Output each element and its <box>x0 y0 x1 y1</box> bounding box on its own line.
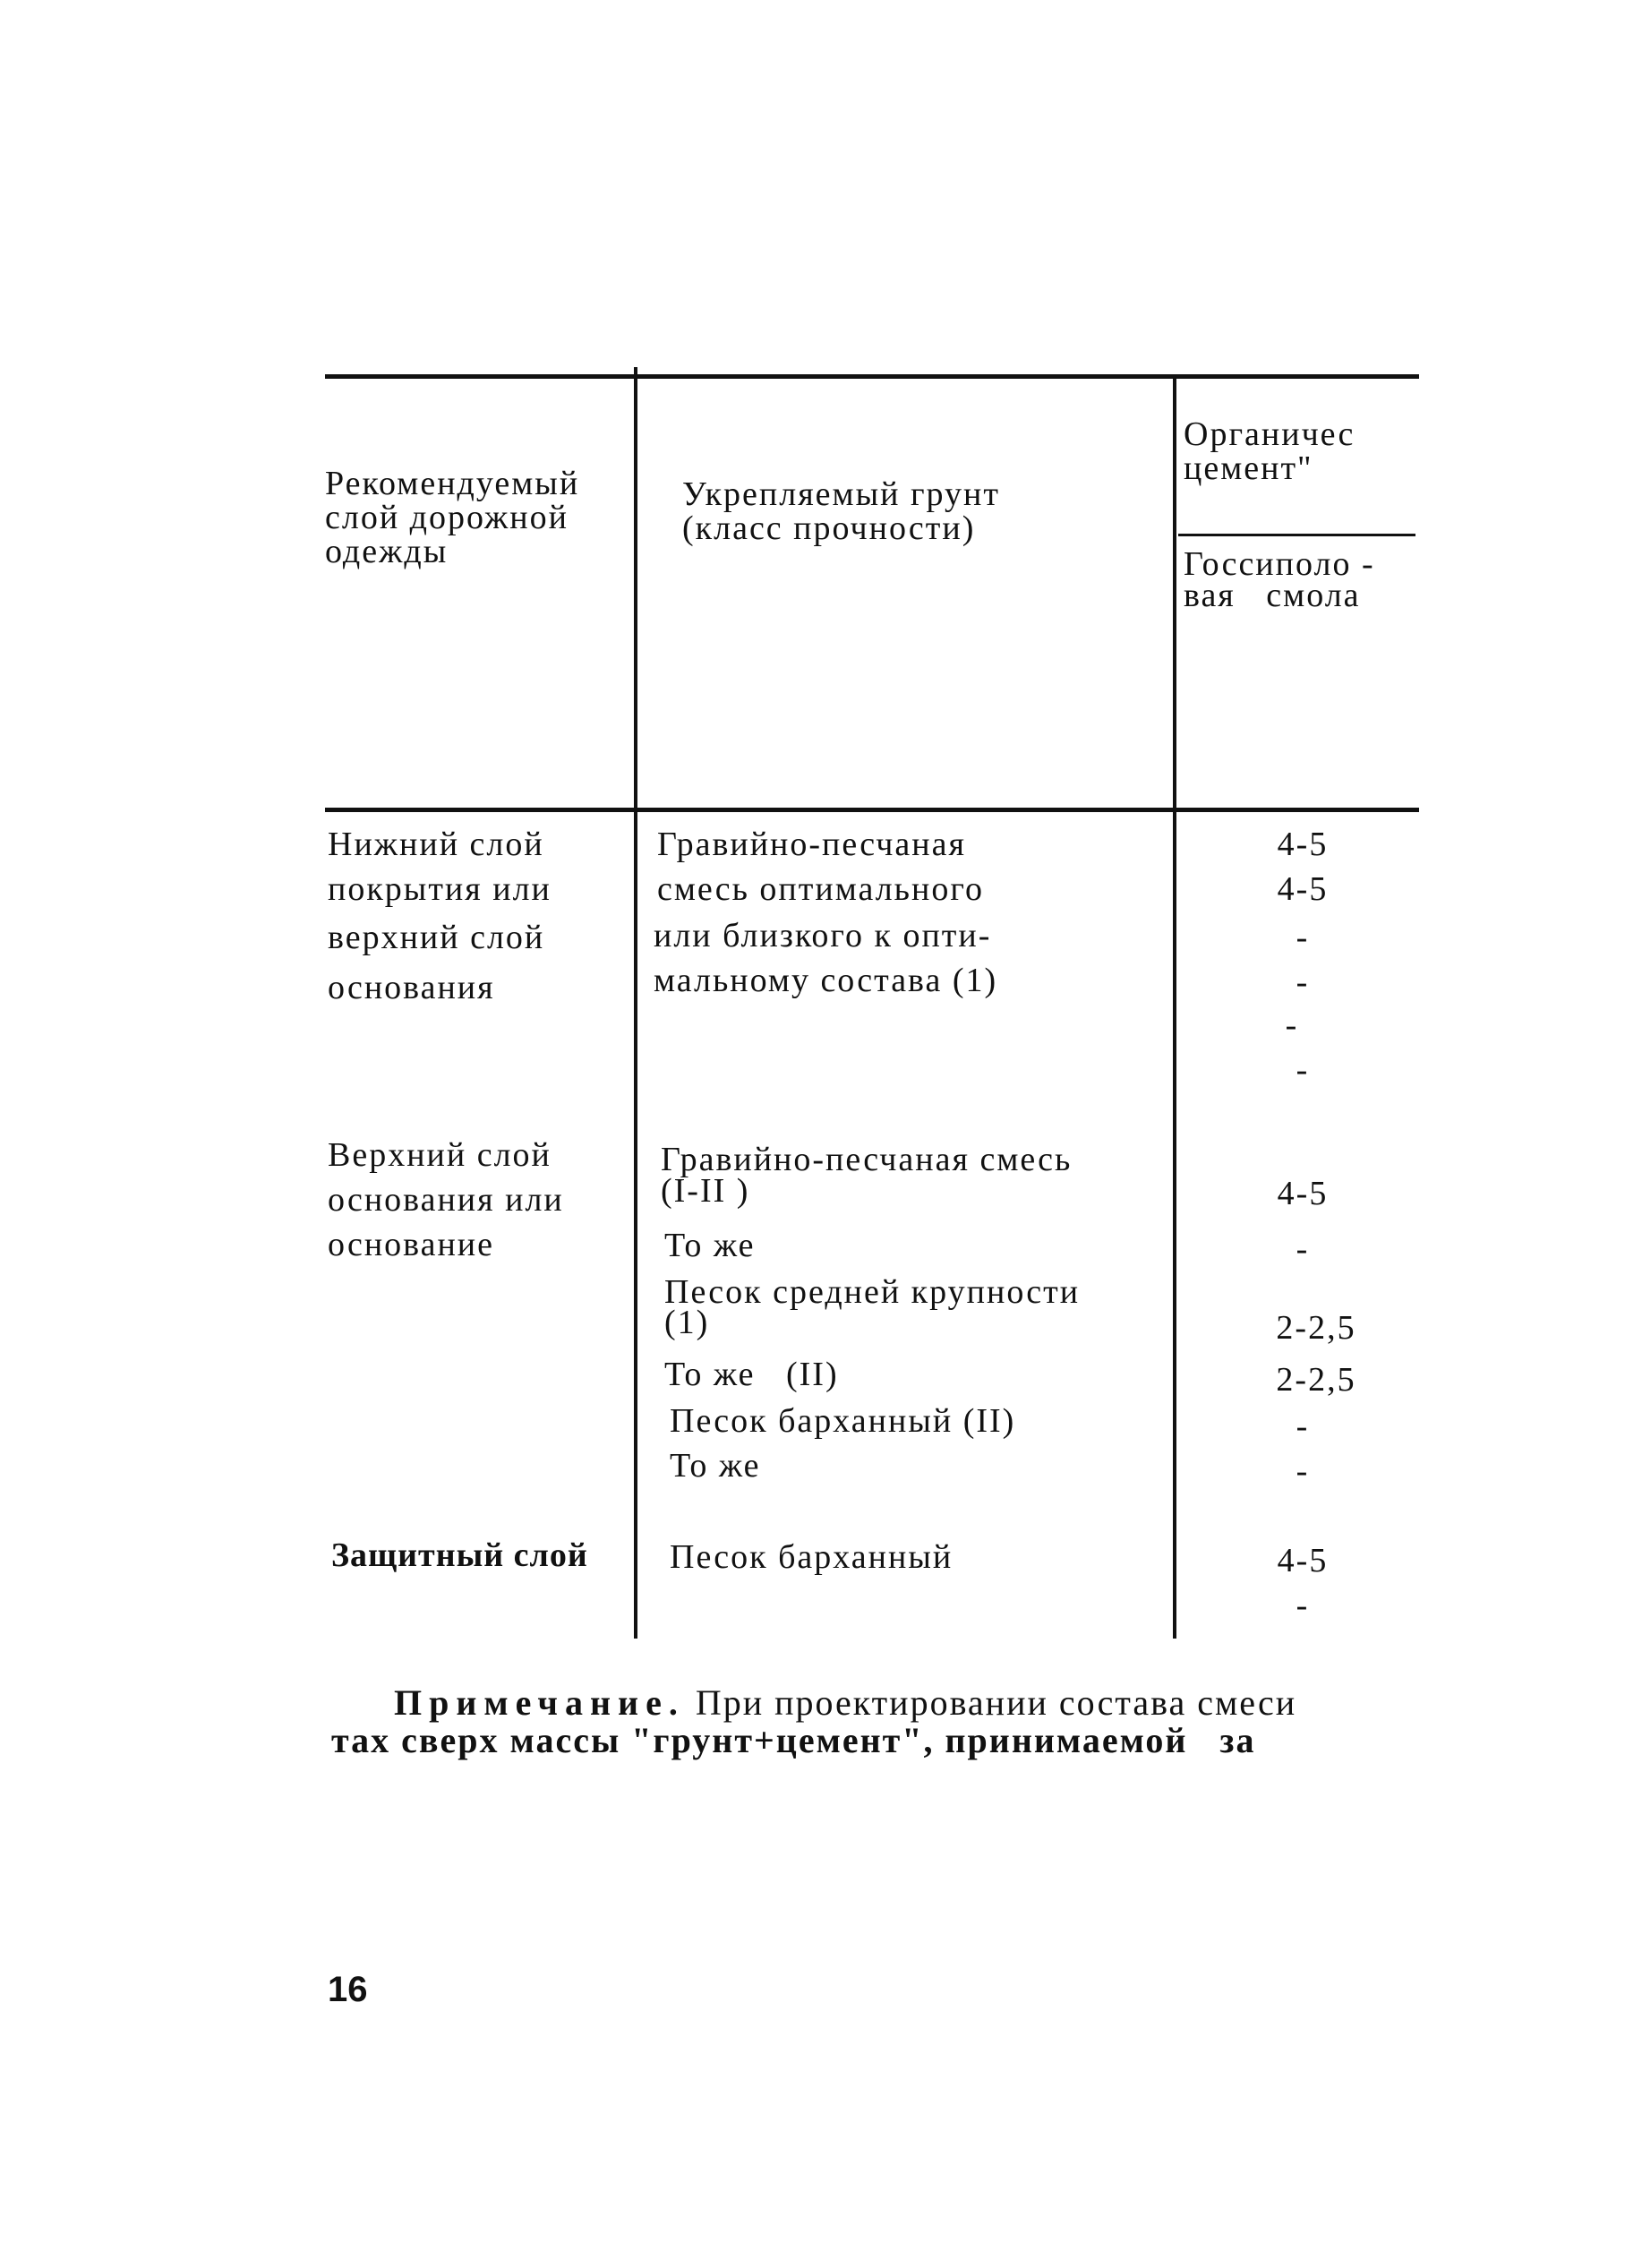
header-col1-line: Рекомендуемый <box>325 465 580 502</box>
soil-line: То же <box>670 1447 761 1485</box>
header-col3-top-line: Органичес <box>1184 415 1356 453</box>
value-cell: - <box>1285 1006 1299 1044</box>
soil-line: Гравийно-песчаная смесь <box>661 1141 1073 1178</box>
header-col1-line: одежды <box>325 533 449 570</box>
layer-line: покрытия или <box>328 870 552 908</box>
col-divider-2 <box>1173 374 1176 1639</box>
soil-line: Песок средней крупности <box>664 1273 1081 1311</box>
soil-line: (1) <box>664 1304 710 1341</box>
soil-line: или близкого к опти- <box>654 917 992 954</box>
value-cell: - <box>1296 919 1310 956</box>
value-cell: - <box>1296 1408 1310 1445</box>
soil-line: смесь оптимального <box>657 870 984 908</box>
layer-line: основания <box>328 969 495 1006</box>
value-cell: - <box>1296 1230 1310 1268</box>
value-cell: 4-5 <box>1277 870 1329 908</box>
value-cell: 4-5 <box>1277 826 1329 863</box>
note-text-1: При проектировании состава смеси <box>695 1682 1297 1723</box>
value-cell: - <box>1296 1587 1310 1624</box>
value-cell: 4-5 <box>1277 1175 1329 1212</box>
value-cell: 4-5 <box>1277 1542 1329 1579</box>
header-bottom-rule <box>325 808 1419 812</box>
header-col3-sub-line: вая смола <box>1184 577 1361 614</box>
soil-line: (I-II ) <box>661 1172 750 1210</box>
header-col2-line: (класс прочности) <box>682 509 976 547</box>
soil-line: мальному состава (1) <box>654 962 998 999</box>
header-col1-line: слой дорожной <box>325 499 569 536</box>
value-cell: - <box>1296 1452 1310 1490</box>
page-number: 16 <box>328 1970 368 2009</box>
note-label: Примечание. <box>394 1682 685 1723</box>
col-divider-1 <box>634 367 637 1639</box>
layer-line: Верхний слой <box>328 1136 552 1174</box>
layer-line: верхний слой <box>328 919 545 956</box>
value-cell: - <box>1296 963 1310 1001</box>
note-line-1 <box>394 1683 1296 1723</box>
header-col2-line: Укрепляемый грунт <box>682 475 1000 513</box>
table-top-rule <box>325 374 1419 379</box>
header-col3-sub-line: Госсиполо - <box>1184 545 1375 583</box>
layer-line: основание <box>328 1226 494 1263</box>
note-line-2: тах сверх массы "грунт+цемент", принимаемой за <box>331 1720 1256 1760</box>
soil-line: То же <box>664 1227 756 1264</box>
soil-line: Гравийно-песчаная <box>657 826 966 863</box>
soil-line: Песок барханный <box>670 1538 954 1576</box>
layer-line: Нижний слой <box>328 826 544 863</box>
layer-line: основания или <box>328 1181 564 1219</box>
soil-line: Песок барханный (II) <box>670 1402 1016 1440</box>
layer-line: Защитный слой <box>331 1536 588 1574</box>
value-cell: 2-2,5 <box>1276 1309 1356 1347</box>
col3-subheader-rule <box>1178 534 1415 536</box>
value-cell: 2-2,5 <box>1276 1361 1356 1399</box>
value-cell: - <box>1296 1051 1310 1089</box>
header-col3-top-line: цемент" <box>1184 449 1313 487</box>
soil-line: То же (II) <box>664 1356 839 1393</box>
